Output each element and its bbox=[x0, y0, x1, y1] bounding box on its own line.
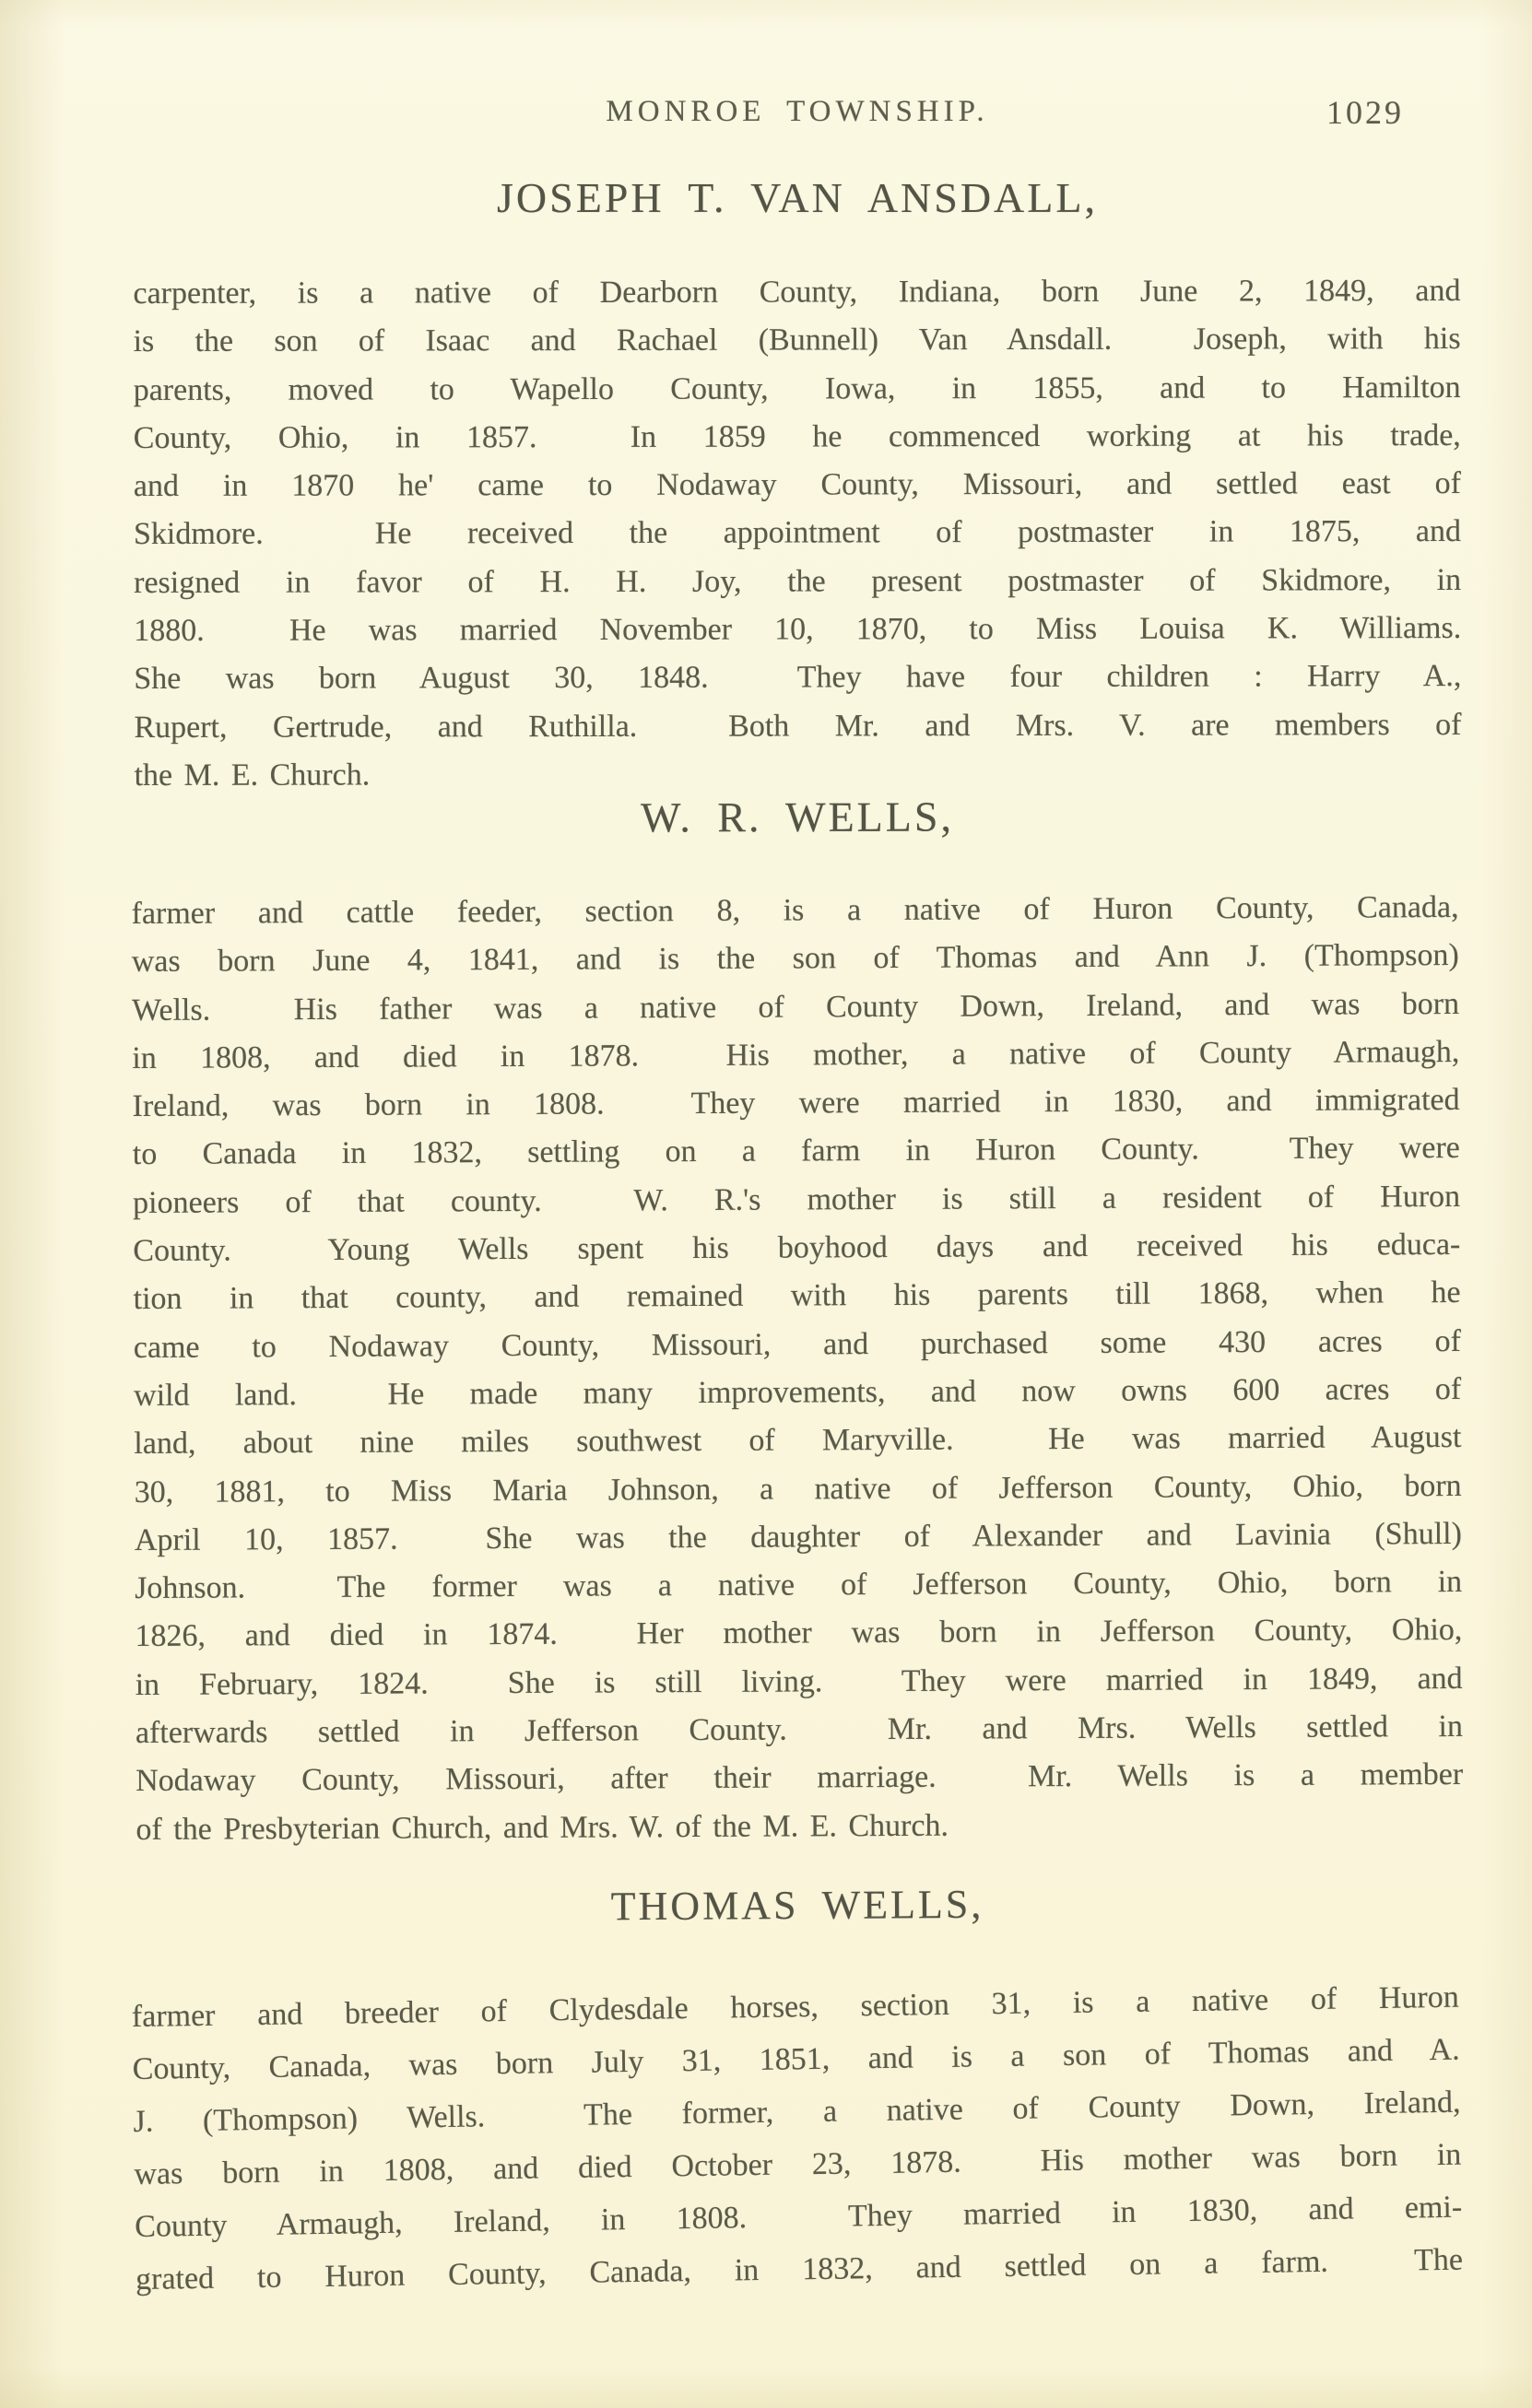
section-heading-thomas-wells: THOMAS WELLS, bbox=[610, 1881, 984, 1930]
text-line: Rupert, Gertrude, and Ruthilla. Both Mr. and Mrs. V. are members of bbox=[134, 707, 1462, 745]
page-header bbox=[134, 95, 1461, 132]
text-line: grated to Huron County, Canada, in 1832, and settled on a farm. The bbox=[135, 2242, 1464, 2296]
text-line: and in 1870 he' came to Nodaway County, Missouri, and settled east of bbox=[133, 466, 1461, 504]
text-line: tion in that county, and remained with his parents till 1868, when he bbox=[133, 1275, 1461, 1317]
text-line: County, Canada, was born July 31, 1851, and is a son of Thomas and A. bbox=[132, 2032, 1460, 2087]
text-line: the M. E. Church. bbox=[134, 758, 371, 793]
text-line: wild land. He made many improvements, and now owns 600 acres of bbox=[134, 1371, 1462, 1413]
text-line: pioneers of that county. W. R.'s mother is still a resident of Huron bbox=[133, 1179, 1461, 1220]
text-line: 30, 1881, to Miss Maria Johnson, a native of Jefferson County, Ohio, born bbox=[134, 1468, 1462, 1509]
text-line: resigned in favor of H. H. Joy, the present postmaster of Skidmore, in bbox=[134, 562, 1462, 600]
text-line: Skidmore. He received the appointment of postmaster in 1875, and bbox=[133, 514, 1462, 552]
text-line: Wells. His father was a native of County Down, Ireland, and was born bbox=[131, 986, 1460, 1028]
text-line: County, Ohio, in 1857. In 1859 he commenced working at his trade, bbox=[133, 417, 1461, 455]
text-line: 1880. He was married November 10, 1870, to Miss Louisa K. Williams. bbox=[134, 611, 1462, 649]
text-line: Nodaway County, Missouri, after their marriage. Mr. Wells is a member bbox=[136, 1757, 1464, 1799]
section-heading-van-ansdall: JOSEPH T. VAN ANSDALL, bbox=[497, 174, 1098, 221]
page-number: 1029 bbox=[1326, 94, 1404, 131]
text-line: J. (Thompson) Wells. The former, a native of County Down, Ireland, bbox=[133, 2085, 1461, 2140]
text-line: afterwards settled in Jefferson County. Mr. and Mrs. Wells settled in bbox=[135, 1709, 1463, 1751]
text-line: County. Young Wells spent his boyhood days and received his educa- bbox=[133, 1227, 1461, 1269]
text-line: Ireland, was born in 1808. They were married in 1830, and immigrated bbox=[132, 1083, 1460, 1124]
text-line: is the son of Isaac and Rachael (Bunnell) Van Ansdall. Joseph, with his bbox=[133, 322, 1461, 359]
running-title: MONROE TOWNSHIP. bbox=[606, 95, 989, 128]
text-line: came to Nodaway County, Missouri, and purchased some 430 acres of bbox=[133, 1323, 1461, 1365]
text-line: in 1808, and died in 1878. His mother, a native of County Armaugh, bbox=[132, 1034, 1460, 1075]
text-line: was born in 1808, and died October 23, 1878. His mother was born in bbox=[134, 2137, 1462, 2191]
text-line: She was born August 30, 1848. They have four children : Harry A., bbox=[134, 659, 1462, 697]
text-line: land, about nine miles southwest of Maryville. He was married August bbox=[134, 1420, 1462, 1462]
text-line: farmer and cattle feeder, section 8, is a native of Huron County, Canada, bbox=[131, 889, 1459, 932]
text-line: Johnson. The former was a native of Jefferson County, Ohio, born in bbox=[135, 1565, 1463, 1606]
text-line: April 10, 1857. She was the daughter of Alexander and Lavinia (Shull) bbox=[134, 1516, 1462, 1557]
text-line: 1826, and died in 1874. Her mother was born in Jefferson County, Ohio, bbox=[135, 1613, 1463, 1654]
text-line: in February, 1824. She is still living. They were married in 1849, and bbox=[135, 1661, 1463, 1702]
biography-paragraph-wr-wells bbox=[131, 884, 1463, 1854]
biography-paragraph-thomas-wells bbox=[131, 1971, 1463, 2306]
text-line: to Canada in 1832, settling on a farm in Huron County. They were bbox=[132, 1131, 1460, 1172]
text-line: of the Presbyterian Church, and Mrs. W. of the M. E. Church. bbox=[136, 1808, 949, 1847]
text-line: farmer and breeder of Clydesdale horses, section 31, is a native of Huron bbox=[131, 1979, 1460, 2035]
text-line: parents, moved to Wapello County, Iowa, in 1855, and to Hamilton bbox=[133, 370, 1461, 407]
text-line: County Armaugh, Ireland, in 1808. They married in 1830, and emi- bbox=[134, 2190, 1463, 2244]
text-line: carpenter, is a native of Dearborn County, Indiana, born June 2, 1849, and bbox=[133, 273, 1461, 311]
text-block bbox=[131, 0, 1464, 2408]
section-heading-wr-wells: W. R. WELLS, bbox=[641, 793, 954, 841]
biography-paragraph-van-ansdall bbox=[133, 267, 1461, 800]
text-line: was born June 4, 1841, and is the son of Thomas and Ann J. (Thompson) bbox=[131, 938, 1459, 980]
